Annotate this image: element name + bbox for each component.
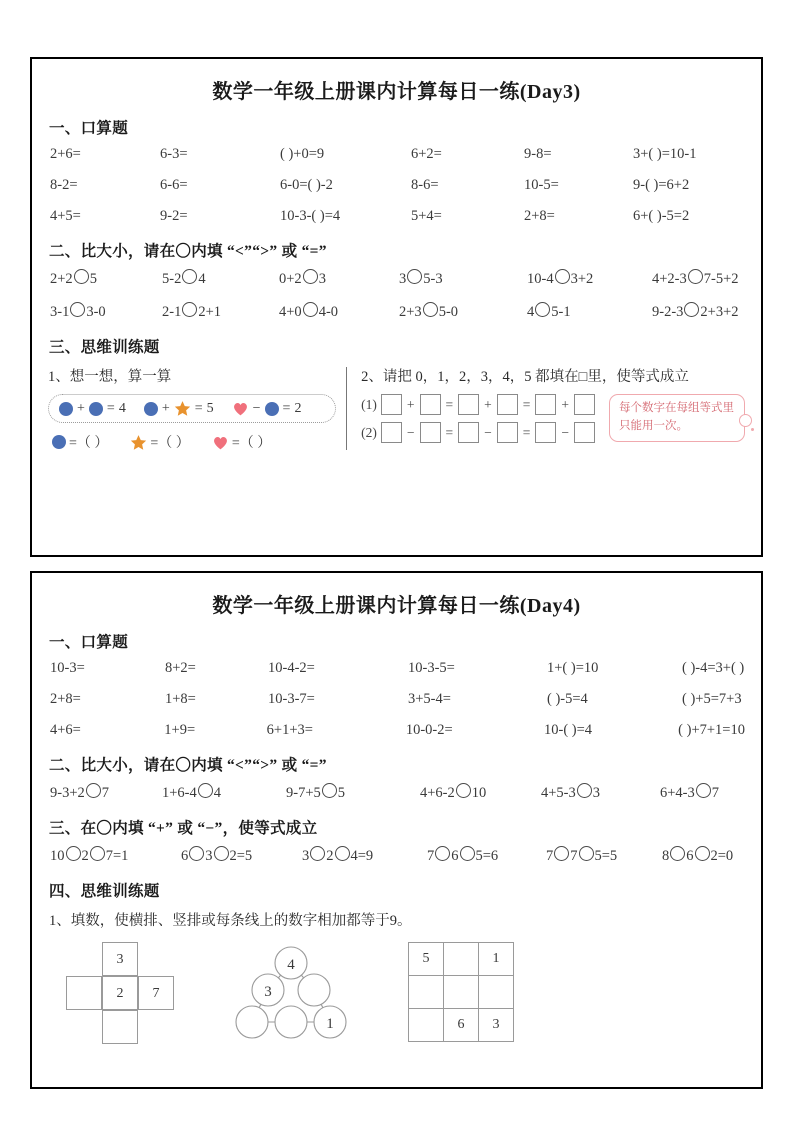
cross-cell-center[interactable]: 2 [102, 976, 138, 1010]
oral-item: 4+5= [50, 208, 81, 224]
line-label: (2) [361, 424, 377, 440]
oral-item: 9-2= [160, 208, 188, 224]
oral-item: 6+( )-5=2 [633, 208, 690, 224]
answer-box[interactable] [497, 422, 518, 443]
triangle-puzzle [230, 942, 352, 1046]
day4-plusminus-row [48, 846, 745, 865]
grid-cell[interactable] [479, 976, 514, 1009]
day3-sheet [30, 57, 763, 557]
answer-box[interactable] [381, 422, 402, 443]
grid-cell[interactable] [409, 976, 444, 1009]
day3-q1-label: 1、想一想，算一算 [48, 369, 172, 385]
circle-blank-icon[interactable] [189, 846, 204, 861]
day3-q2-label: 2、请把 0，1，2，3，4，5 都填在□里，使等式成立 [361, 369, 689, 385]
shape-answer-text: =（ ） [150, 436, 190, 451]
compare-item: 5-2 4 [162, 271, 206, 287]
equals: = [106, 400, 115, 416]
column-divider [346, 367, 347, 450]
day4-section2-heading: 二、比大小，请在〇内填 “<”“>” 或 “=” [49, 757, 327, 774]
circle-blank-icon[interactable] [456, 783, 471, 798]
day3-oral-row [48, 146, 745, 163]
shape-answer-text: =（ ） [231, 436, 272, 451]
oral-item: 4+6= [50, 722, 81, 738]
circle-blank-icon[interactable] [74, 269, 89, 284]
shape-answer-text: =（ ） [69, 436, 109, 451]
compare-item: 4+0 4-0 [279, 304, 339, 320]
day3-compare-row [48, 269, 745, 288]
oral-item: 8-6= [411, 177, 439, 193]
compare-item: 9-7+5 5 [286, 785, 346, 801]
circle-blank-icon[interactable] [198, 783, 213, 798]
circle-blank-icon[interactable] [322, 783, 337, 798]
day3-title: 数学一年级上册课内计算每日一练(Day3) [212, 81, 581, 103]
circle-blank-icon[interactable] [535, 302, 550, 317]
circle-blank-icon[interactable] [86, 783, 101, 798]
day4-q1-label: 1、填数，使横排、竖排或每条线上的数字相加都等于9。 [49, 913, 412, 929]
day3-section3-heading: 三、思维训练题 [49, 339, 160, 356]
answer-box[interactable] [458, 394, 479, 415]
operator: + [484, 396, 492, 412]
compare-item: 4+2-3 7-5+2 [652, 271, 739, 287]
compare-item: 2+3 5-0 [399, 304, 459, 320]
plusminus-item: 7 7 5=5 [546, 848, 618, 864]
oral-item: 6+2= [411, 146, 442, 162]
day4-oral-row [48, 691, 745, 708]
circle-blank-icon[interactable] [182, 302, 197, 317]
answer-box[interactable] [381, 394, 402, 415]
circle-blank-icon[interactable] [435, 846, 450, 861]
circle-blank-icon[interactable] [214, 846, 229, 861]
cross-cell-left[interactable] [66, 976, 102, 1010]
compare-item: 6+4-3 7 [660, 785, 720, 801]
circle-blank-icon[interactable] [579, 846, 594, 861]
operator: = [445, 424, 454, 440]
oral-item: 3+5-4= [408, 691, 451, 707]
triangle-node-apex: 4 [287, 957, 295, 973]
cross-puzzle [66, 942, 174, 1046]
oral-item: 3+( )=10-1 [633, 146, 697, 162]
orange-star-icon [130, 434, 147, 451]
oral-item: 10-3-7= [268, 691, 315, 707]
compare-item: 10-4 3+2 [527, 271, 594, 287]
shape-equation-group [48, 394, 336, 423]
oral-item: 10-3-( )=4 [280, 208, 341, 224]
circle-blank-icon[interactable] [696, 783, 711, 798]
grid-cell[interactable] [409, 1009, 444, 1042]
day4-puzzles [48, 942, 745, 1046]
operator: + [561, 396, 569, 412]
operator: − [252, 400, 261, 416]
day4-section1-heading: 一、口算题 [49, 634, 129, 651]
grid-cell[interactable]: 5 [409, 943, 444, 976]
circle-blank-icon[interactable] [688, 269, 703, 284]
box-equations [361, 394, 597, 450]
grid-row [409, 943, 514, 976]
circle-blank-icon[interactable] [670, 846, 685, 861]
line-label: (1) [361, 396, 377, 412]
day3-oral-row [48, 177, 745, 194]
compare-item: 3-1 3-0 [50, 304, 106, 320]
oral-item: 10-3= [50, 660, 85, 676]
circle-blank-icon[interactable] [70, 302, 85, 317]
compare-item: 4 5-1 [527, 304, 571, 320]
operator: + [406, 396, 415, 412]
shape-answer [130, 432, 189, 452]
day3-section2-heading: 二、比大小，请在〇内填 “<”“>” 或 “=” [49, 243, 327, 260]
pink-heart-icon [212, 435, 229, 450]
grid-row [409, 1009, 514, 1042]
circle-blank-icon[interactable] [554, 846, 569, 861]
equation-result: 4 [118, 400, 126, 416]
equals: = [282, 400, 291, 416]
blue-circle-icon [59, 402, 73, 416]
circle-blank-icon[interactable] [684, 302, 699, 317]
day4-section3-heading: 三、在〇内填 “+” 或 “−”，使等式成立 [49, 820, 318, 837]
box-equations-area [361, 394, 745, 450]
circle-blank-icon[interactable] [66, 846, 81, 861]
circle-blank-icon[interactable] [577, 783, 592, 798]
day4-oral-row [48, 660, 745, 677]
oral-item: 6+1+3= [266, 722, 313, 738]
blue-circle-icon [89, 402, 103, 416]
circle-blank-icon[interactable] [423, 302, 438, 317]
day4-oral-row [48, 722, 745, 739]
circle-blank-icon[interactable] [460, 846, 475, 861]
shape-equation [232, 401, 302, 417]
day4-title: 数学一年级上册课内计算每日一练(Day4) [212, 595, 581, 617]
cross-cell-right[interactable]: 7 [138, 976, 174, 1010]
oral-item: 10-3-5= [408, 660, 455, 676]
callout-dot-icon [751, 428, 754, 431]
circle-blank-icon[interactable] [407, 269, 422, 284]
operator: + [77, 400, 85, 416]
answer-box[interactable] [458, 422, 479, 443]
operator: + [161, 400, 170, 416]
blue-circle-icon [265, 402, 279, 416]
compare-item: 9-3+2 7 [50, 785, 110, 801]
circle-blank-icon[interactable] [310, 846, 325, 861]
compare-item: 9-2-3 2+3+2 [652, 304, 739, 320]
oral-item: 1+9= [164, 722, 196, 738]
answer-box[interactable] [535, 422, 556, 443]
operator: − [561, 424, 569, 440]
operator: = [522, 396, 531, 412]
plusminus-item: 3 2 4=9 [302, 848, 374, 864]
oral-item: 10-( )=4 [543, 722, 593, 738]
oral-item: 9-( )=6+2 [633, 177, 690, 193]
oral-item: 1+( )=10 [547, 660, 599, 676]
plusminus-item: 10 2 7=1 [50, 848, 129, 864]
oral-item: 1+8= [165, 691, 196, 707]
cross-cell-bottom[interactable] [102, 1010, 138, 1044]
day4-section4-heading: 四、思维训练题 [49, 883, 160, 900]
operator: = [522, 424, 531, 440]
circle-blank-icon[interactable] [555, 269, 570, 284]
plusminus-item: 7 6 5=6 [427, 848, 499, 864]
oral-item: ( )-5=4 [547, 691, 588, 707]
box-equation-line [361, 394, 597, 415]
day4-sheet [30, 571, 763, 1089]
oral-item: ( )+7+1=10 [678, 722, 745, 738]
circle-blank-icon[interactable] [695, 846, 710, 861]
oral-item: 2+8= [50, 691, 81, 707]
grid-cell[interactable]: 3 [479, 1009, 514, 1042]
compare-item: 4+6-2 10 [420, 785, 487, 801]
circle-blank-icon[interactable] [303, 302, 318, 317]
oral-item: 10-4-2= [268, 660, 315, 676]
operator: − [406, 424, 415, 440]
grid-cell[interactable]: 1 [479, 943, 514, 976]
oral-item: ( )-4=3+( ) [682, 660, 745, 676]
box-equation-line [361, 422, 597, 443]
day3-oral-row [48, 208, 745, 225]
day4-compare-row [48, 783, 745, 802]
circle-blank-icon[interactable] [90, 846, 105, 861]
answer-box[interactable] [420, 394, 441, 415]
day3-thinking-right [361, 365, 745, 452]
answer-box[interactable] [497, 394, 518, 415]
day3-section1-heading: 一、口算题 [49, 120, 129, 137]
oral-item: 8+2= [165, 660, 196, 676]
day3-compare-row [48, 302, 745, 321]
operator: = [445, 396, 454, 412]
triangle-node-mid-left: 3 [264, 984, 272, 1000]
oral-item: 8-2= [50, 177, 78, 193]
answer-box[interactable] [535, 394, 556, 415]
equals: = [194, 400, 203, 416]
pink-heart-icon [232, 401, 249, 416]
blue-circle-icon [52, 435, 66, 449]
hint-callout [609, 394, 745, 442]
oral-item: 5+4= [411, 208, 442, 224]
oral-item: 10-5= [524, 177, 559, 193]
orange-star-icon [174, 400, 191, 417]
oral-item: 6-3= [160, 146, 188, 162]
oral-item: 9-8= [524, 146, 552, 162]
answer-box[interactable] [420, 422, 441, 443]
answer-box[interactable] [574, 422, 595, 443]
equation-result: 2 [294, 400, 302, 416]
oral-item: 2+6= [50, 146, 81, 162]
blue-circle-icon [144, 402, 158, 416]
answer-box[interactable] [574, 394, 595, 415]
circle-blank-icon[interactable] [335, 846, 350, 861]
plusminus-item: 6 3 2=5 [181, 848, 253, 864]
compare-item: 4+5-3 3 [541, 785, 601, 801]
oral-item: 6-6= [160, 177, 188, 193]
shape-equation [144, 400, 214, 417]
oral-item: 2+8= [524, 208, 555, 224]
sheet-gap [30, 557, 763, 571]
compare-item: 3 5-3 [399, 271, 443, 287]
circle-blank-icon[interactable] [182, 269, 197, 284]
callout-tail-icon [739, 414, 752, 427]
cross-cell-top[interactable]: 3 [102, 942, 138, 976]
shape-answer [52, 432, 108, 452]
oral-item: 6-0=( )-2 [280, 177, 333, 193]
hint-text: 每个数字在每组等式里只能用一次。 [609, 394, 745, 442]
shape-answer [212, 432, 271, 452]
circle-blank-icon[interactable] [303, 269, 318, 284]
day3-thinking-left [48, 365, 344, 452]
compare-item: 2+2 5 [50, 271, 97, 287]
oral-item: ( )+5=7+3 [682, 691, 742, 707]
compare-item: 2-1 2+1 [162, 304, 222, 320]
grid-cell[interactable] [444, 976, 479, 1009]
triangle-node-bottom-right: 1 [326, 1016, 334, 1032]
grid-puzzle [408, 942, 514, 1042]
plusminus-item: 8 6 2=0 [662, 848, 734, 864]
compare-item: 0+2 3 [279, 271, 326, 287]
oral-item: ( )+0=9 [280, 146, 325, 162]
day3-thinking-area [48, 365, 745, 452]
grid-row [409, 976, 514, 1009]
equation-result: 5 [206, 400, 214, 416]
shape-equation [59, 401, 126, 417]
oral-item: 10-0-2= [405, 722, 453, 738]
operator: − [484, 424, 492, 440]
shape-answer-row [48, 432, 336, 452]
compare-item: 1+6-4 4 [162, 785, 222, 801]
grid-cell[interactable]: 6 [444, 1009, 479, 1042]
grid-cell[interactable] [444, 943, 479, 976]
